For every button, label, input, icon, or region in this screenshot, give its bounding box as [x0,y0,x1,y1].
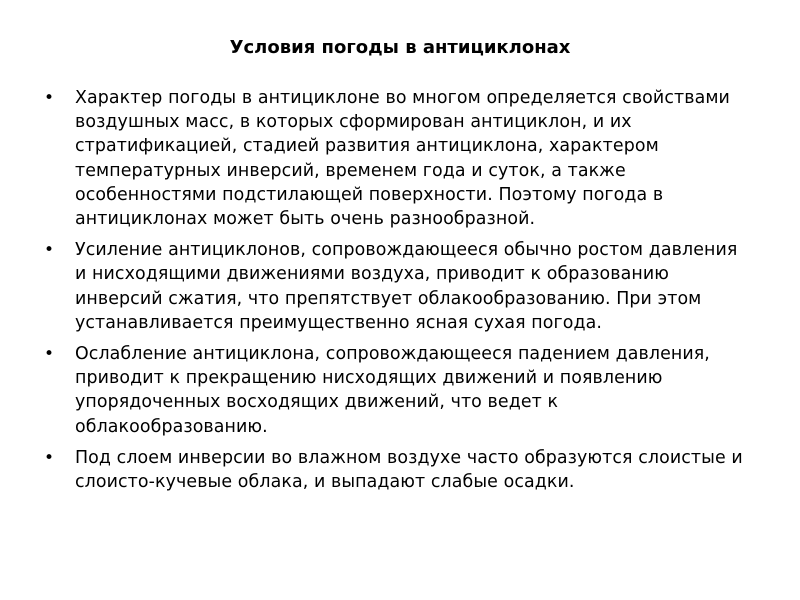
bullet-item [44,86,754,231]
slide-title: Условия погоды в антициклонах [229,37,571,58]
bullet-item [44,238,754,335]
bullet-icon: • [44,88,55,108]
bullet-list [44,86,754,501]
bullet-icon: • [44,344,55,365]
bullet-text: Характер погоды в антициклоне во многом определяется свойствами воздушных масс, в которых сформирован антициклон, и их стратификацией, стадией развития антициклона, характером температурных инверсий, временем года и суток, а также особенностями подстилающей поверхности. Поэтому погода в антициклонах может быть очень разнообразной. [75,88,730,230]
bullet-text: Ослабление антициклона, сопровождающееся падением давления, приводит к прекращению нисходящих движений и появлению упорядоченных восходящих движений, что ведет к облакообразованию. [75,344,710,437]
bullet-item [44,446,754,494]
bullet-text: Под слоем инверсии во влажном воздухе часто образуются слоистые и слоисто-кучевые облака, и выпадают слабые осадки. [75,447,743,493]
bullet-icon: • [44,447,55,468]
bullet-text: Усиление антициклонов, сопровождающееся обычно ростом давления и нисходящими движениями воздуха, приводит к образованию инверсий сжатия, что препятствует облакообразованию. При этом устанавливается преимущественно ясная сухая погода. [75,240,738,333]
bullet-icon: • [44,240,55,261]
bullet-item [44,342,754,439]
